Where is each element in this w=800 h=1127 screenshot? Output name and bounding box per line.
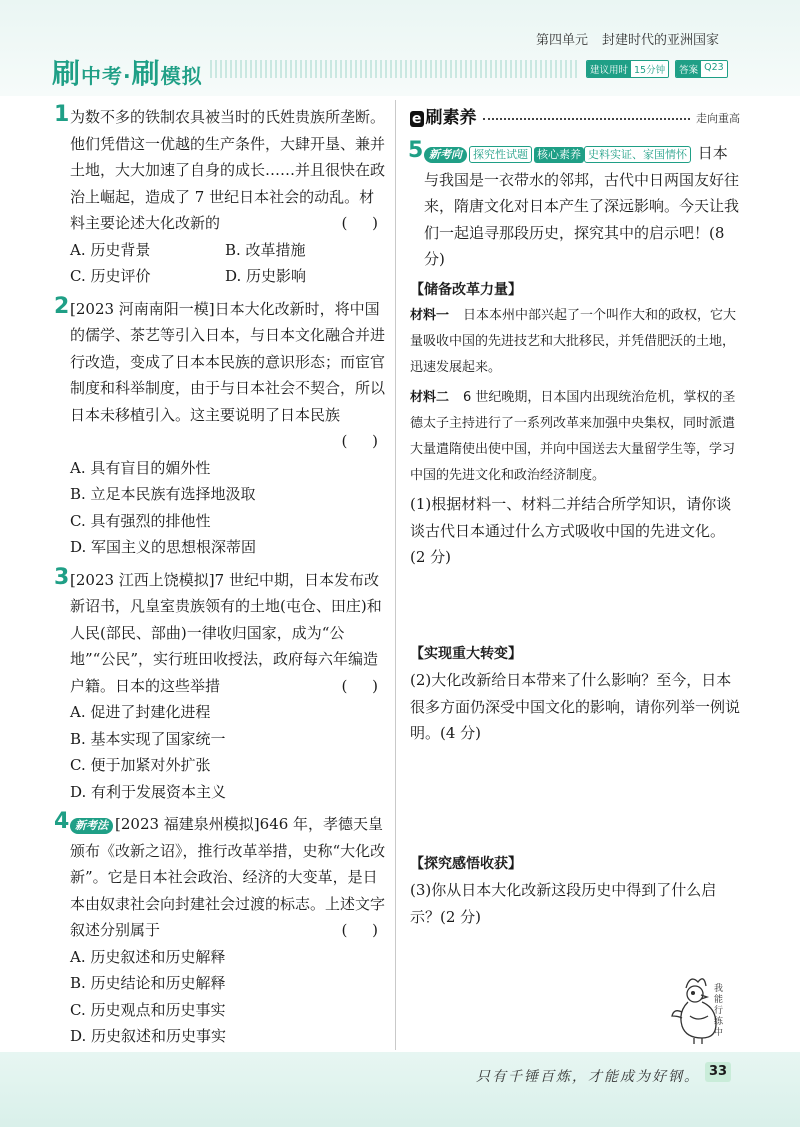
- part-title: 【实现重大转变】: [410, 645, 522, 662]
- left-column: [56, 104, 388, 1050]
- right-column: [410, 104, 740, 930]
- option-d[interactable]: D. 有利于发展资本主义: [70, 782, 227, 801]
- new-method-badge: 新考法: [70, 818, 113, 834]
- question-1: [56, 104, 388, 290]
- question-number: 2: [54, 293, 70, 319]
- material-2: 材料二 6 世纪晚期，日本国内出现统治危机，掌权的圣德太子主持进行了一系列改革来加强中央集权，同时派遣大量遣隋使出使中国，并向中国送去大量留学生等，学习中国的先进文化和政治经济制度。: [410, 390, 736, 483]
- answer-blank[interactable]: ( ): [341, 921, 388, 939]
- section-subtitle: 走向重高: [696, 111, 740, 125]
- option-d[interactable]: D. 历史影响: [225, 267, 307, 285]
- option-c[interactable]: C. 便于加紧对外扩张: [70, 756, 211, 774]
- option-c[interactable]: C. 历史评价: [70, 267, 151, 285]
- column-divider: [395, 100, 396, 1050]
- option-b[interactable]: B. 立足本民族有选择地汲取: [70, 485, 256, 503]
- suggested-time-badge: 建议用时 15分钟: [586, 60, 669, 78]
- question-4: [56, 811, 388, 1050]
- page-number: 33: [705, 1062, 731, 1082]
- question-2: [54, 293, 388, 561]
- question-3: [54, 564, 388, 806]
- literacy-tag: 史料实证、家国情怀: [584, 146, 691, 163]
- sub-question-3: (3)你从日本大化改新这段历史中得到了什么启示？(2 分): [410, 881, 717, 926]
- option-d[interactable]: D. 军国主义的思想根深蒂固: [70, 538, 257, 556]
- answer-area-1[interactable]: [410, 571, 740, 641]
- option-b[interactable]: B. 历史结论和历史解释: [70, 974, 226, 992]
- question-text: [2023 福建泉州模拟]646 年，孝德天皇颁布《改新之诏》，推行改革举措，史称“大化改新”。它是日本社会政治、经济的大变革，是日本由奴隶社会向封建社会过渡的标志。上述文字叙述分别属于: [70, 815, 386, 939]
- answer-page-badge: 答案 Q23: [675, 60, 728, 78]
- option-b[interactable]: B. 基本实现了国家统一: [70, 729, 226, 748]
- option-list: [56, 699, 388, 805]
- time-tag: [586, 61, 728, 76]
- sub-question-1: (1)根据材料一、材料二并结合所学知识，请你谈谈古代日本通过什么方式吸收中国的先进文化。(2 分): [410, 495, 732, 566]
- part-title: 【探究感悟收获】: [410, 855, 522, 872]
- section-title: e 刷素养: [412, 108, 477, 129]
- option-list: [56, 944, 388, 1050]
- question-type-tag: 探究性试题: [469, 146, 532, 163]
- option-c[interactable]: C. 历史观点和历史事实: [70, 1000, 226, 1019]
- footer-band: [0, 1052, 800, 1127]
- answer-blank[interactable]: ( ): [341, 214, 388, 232]
- option-b[interactable]: B. 改革措施: [225, 240, 306, 259]
- option-a[interactable]: A. 历史叙述和历史解释: [70, 947, 226, 966]
- question-text: 为数不多的铁制农具被当时的氏姓贵族所垄断。他们凭借这一优越的生产条件，大肆开垦、兼并土地，大大加速了自身的成长……并且很快在政治上崛起，造成了 7 世纪日本社会的动乱。材料主要论述大化改新的: [70, 108, 386, 232]
- answer-area-2[interactable]: [410, 747, 740, 851]
- footer-motto: 只有千锤百炼，才能成为好钢。: [476, 1069, 700, 1085]
- option-d[interactable]: D. 历史叙述和历史事实: [70, 1027, 227, 1045]
- option-list: [56, 455, 388, 561]
- option-list: [56, 237, 388, 290]
- question-number: 1: [54, 102, 70, 127]
- option-a[interactable]: A. 历史背景: [70, 240, 151, 259]
- dotted-rule: [483, 118, 691, 120]
- option-c[interactable]: C. 具有强烈的排他性: [70, 511, 211, 530]
- unit-title: 第四单元 封建时代的亚洲国家: [536, 33, 720, 48]
- section-header: [410, 104, 740, 134]
- core-literacy-badge: 核心素养: [534, 147, 584, 163]
- question-text: [2023 河南南阳一模]日本大化改新时，将中国的儒学、茶艺等引入日本，与日本文化融合并进行改造，变成了日本本民族的意识形态；而宦官制度和科举制度，由于与日本社会不契合，所以日本未移植引入。这主要说明了日本民族: [70, 299, 386, 424]
- question-text: [2023 江西上饶模拟]7 世纪中期，日本发布改新诏书，凡皇室贵族领有的土地(屯仓、田庄)和人民(部民、部曲)一律收归国家，成为“公地”“公民”，实行班田收授法，政府每六年编造户籍。日本的这些举措: [70, 570, 382, 695]
- section-icon: e: [412, 111, 422, 128]
- header-decoration: [210, 60, 580, 78]
- option-a[interactable]: A. 促进了封建化进程: [70, 703, 211, 721]
- answer-blank[interactable]: ( ): [341, 676, 388, 695]
- part-title: 【储备改革力量】: [410, 281, 522, 298]
- new-direction-badge: 新考向: [424, 147, 467, 163]
- question-number: 4: [54, 809, 70, 834]
- option-a[interactable]: A. 具有盲目的媚外性: [70, 458, 211, 477]
- answer-blank[interactable]: ( ): [341, 432, 388, 450]
- sub-question-2: (2)大化改新给日本带来了什么影响？至今，日本很多方面仍深受中国文化的影响，请你列举一例说明。(4 分): [410, 671, 741, 742]
- brand-logo: 刷中考·刷模拟: [52, 57, 203, 90]
- mascot-caption: 我能行练中: [714, 984, 724, 1038]
- question-number: 3: [54, 564, 70, 590]
- question-text: 日本与我国是一衣带水的邻邦，古代中日两国友好往来，隋唐文化对日本产生了深远影响。今天让我们一起追寻那段历史，探究其中的启示吧！(8 分): [424, 144, 740, 268]
- question-5: [410, 140, 740, 930]
- question-number: 5: [408, 138, 424, 163]
- material-1: 材料一 日本本州中部兴起了一个叫作大和的政权，它大量吸收中国的先进技艺和大批移民，并凭借肥沃的土地，迅速发展起来。: [410, 308, 737, 375]
